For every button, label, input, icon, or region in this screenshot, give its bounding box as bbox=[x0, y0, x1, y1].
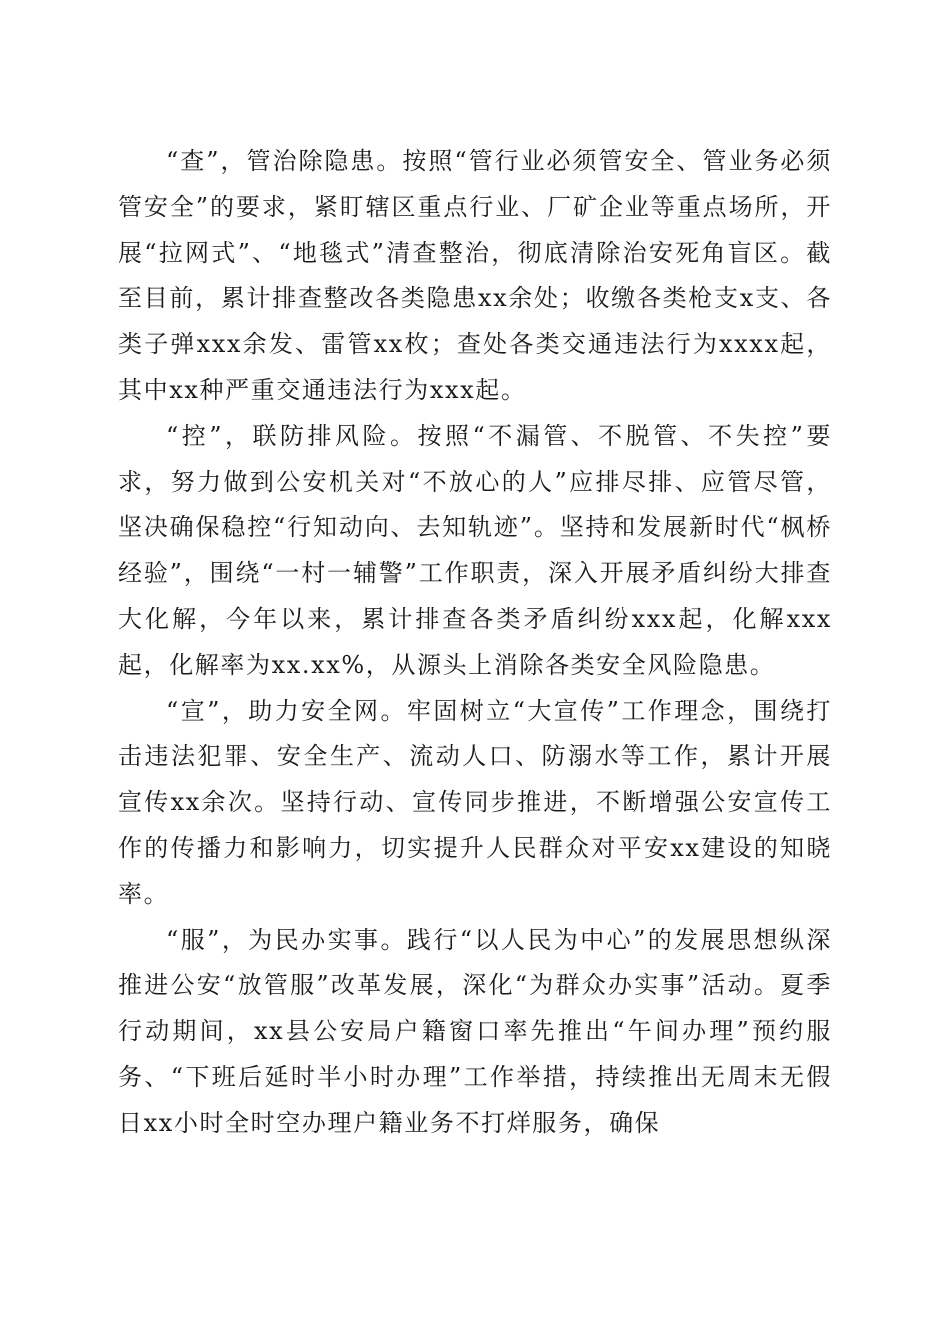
paragraph-control: “控”，联防排风险。按照“不漏管、不脱管、不失控”要求，努力做到公安机关对“不放心的人”应排尽排、应管尽管，坚决确保稳控“行知动向、去知轨迹”。坚持和发展新时代“枫桥经验”，围绕“一村一辅警”工作职责，深入开展矛盾纠纷大排查大化解，今年以来，累计排查各类矛盾纠纷xxx起，化解xxx起，化解率为xx.xx%，从源头上消除各类安全风险隐患。 bbox=[118, 421, 832, 679]
paragraph-publicity: “宣”，助力安全网。牢固树立“大宣传”工作理念，围绕打击违法犯罪、安全生产、流动人口、防溺水等工作，累计开展宣传xx余次。坚持行动、宣传同步推进，不断增强公安宣传工作的传播力和影响力，切实提升人民群众对平安xx建设的知晓率。 bbox=[118, 696, 832, 908]
paragraph-service: “服”，为民办实事。践行“以人民为中心”的发展思想纵深推进公安“放管服”改革发展，深化“为群众办实事”活动。夏季行动期间，xx县公安局户籍窗口率先推出“午间办理”预约服务、“下班后延时半小时办理”工作举措，持续推出无周末无假日xx小时全时空办理户籍业务不打烊服务，确保 bbox=[118, 925, 832, 1137]
document-body bbox=[118, 139, 832, 1147]
paragraph-inspection: “查”，管治除隐患。按照“管行业必须管安全、管业务必须管安全”的要求，紧盯辖区重点行业、厂矿企业等重点场所，开展“拉网式”、“地毯式”清查整治，彻底清除治安死角盲区。截至目前，累计排查整改各类隐患xx余处；收缴各类枪支x支、各类子弹xxx余发、雷管xx枚；查处各类交通违法行为xxxx起，其中xx种严重交通违法行为xxx起。 bbox=[118, 147, 832, 404]
